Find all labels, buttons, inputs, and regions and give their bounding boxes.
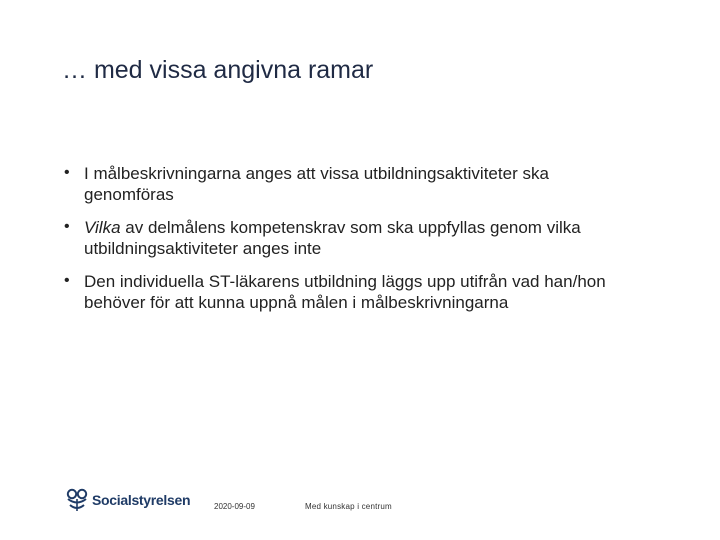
bullet-marker: • xyxy=(64,218,70,235)
bullet-text: I målbeskrivningarna anges att vissa utbildningsaktiviteter ska genomföras xyxy=(84,164,549,204)
logo-text: Socialstyrelsen xyxy=(92,492,191,508)
bullet-marker: • xyxy=(64,164,70,181)
bullet-italic-prefix: Vilka xyxy=(84,218,121,237)
bullet-marker: • xyxy=(64,272,70,289)
bullet-item xyxy=(62,271,622,313)
bullet-text: av delmålens kompetenskrav som ska uppfyllas genom vilka utbildningsaktiviteter anges inte xyxy=(84,218,581,258)
title-divider xyxy=(62,102,658,103)
bullet-list xyxy=(62,163,622,325)
footer-date: 2020-09-09 xyxy=(214,502,255,511)
slide-title: … med vissa angivna ramar xyxy=(62,56,374,84)
bullet-text: Den individuella ST-läkarens utbildning läggs upp utifrån vad han/hon behöver för att kunna uppnå målen i målbeskrivningarna xyxy=(84,272,606,312)
footer-tagline: Med kunskap i centrum xyxy=(305,502,392,511)
socialstyrelsen-logo xyxy=(64,487,190,513)
logo-emblem-icon xyxy=(64,487,90,513)
bullet-item xyxy=(62,163,622,205)
bullet-item xyxy=(62,217,622,259)
